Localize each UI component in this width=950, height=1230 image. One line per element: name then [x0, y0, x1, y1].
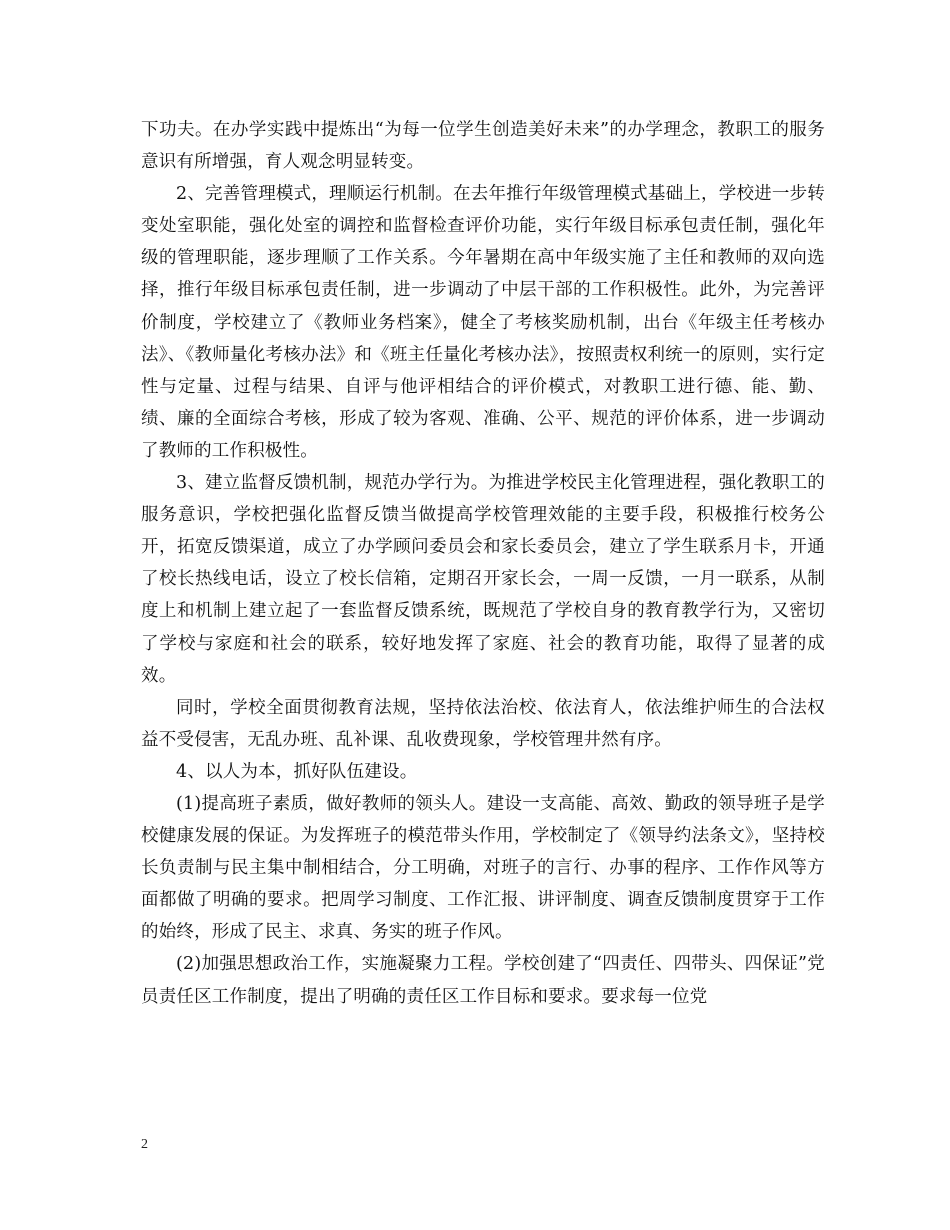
- paragraph: 下功夫。在办学实践中提炼出“为每一位学生创造美好未来”的办学理念，教职工的服务意识有所增强，育人观念明显转变。: [141, 120, 825, 173]
- paragraph: 同时，学校全面贯彻教育法规，坚持依法治校、依法育人，依法维护师生的合法权益不受侵害，无乱办班、乱补课、乱收费现象，学校管理井然有序。: [141, 697, 825, 750]
- paragraph: (2)加强思想政治工作，实施凝聚力工程。学校创建了“四责任、四带头、四保证”党员责任区工作制度，提出了明确的责任区工作目标和要求。要求每一位党: [141, 954, 825, 1007]
- page-number: 2: [141, 1137, 148, 1152]
- paragraph: 2、完善管理模式，理顺运行机制。在去年推行年级管理模式基础上，学校进一步转变处室职能，强化处室的调控和监督检查评价功能，实行年级目标承包责任制，强化年级的管理职能，逐步理顺了工作关系。今年暑期在高中年级实施了主任和教师的双向选择，推行年级目标承包责任制，进一步调动了中层干部的工作积极性。此外，为完善评价制度，学校建立了《教师业务档案》，健全了考核奖励机制，出台《年级主任考核办法》、《教师量化考核办法》和《班主任量化考核办法》，按照责权利统一的原则，实行定性与定量、过程与结果、自评与他评相结合的评价模式，对教职工进行德、能、勤、绩、廉的全面综合考核，形成了较为客观、准确、公平、规范的评价体系，进一步调动了教师的工作积极性。: [141, 184, 825, 461]
- paragraph: 4、以人为本，抓好队伍建设。: [176, 761, 418, 782]
- paragraph: (1)提高班子素质，做好教师的领头人。建设一支高能、高效、勤政的领导班子是学校健康发展的保证。为发挥班子的模范带头作用，学校制定了《领导约法条文》，坚持校长负责制与民主集中制相结合，分工明确，对班子的言行、办事的程序、工作作风等方面都做了明确的要求。把周学习制度、工作汇报、讲评制度、调查反馈制度贯穿于工作的始终，形成了民主、求真、务实的班子作风。: [141, 793, 825, 943]
- paragraph: 3、建立监督反馈机制，规范办学行为。为推进学校民主化管理进程，强化教职工的服务意识，学校把强化监督反馈当做提高学校管理效能的主要手段，积极推行校务公开，拓宽反馈渠道，成立了办学顾问委员会和家长委员会，建立了学生联系月卡，开通了校长热线电话，设立了校长信箱，定期召开家长会，一周一反馈，一月一联系，从制度上和机制上建立起了一套监督反馈系统，既规范了学校自身的教育教学行为，又密切了学校与家庭和社会的联系，较好地发挥了家庭、社会的教育功能，取得了显著的成效。: [141, 473, 825, 686]
- document-body: [141, 114, 825, 1013]
